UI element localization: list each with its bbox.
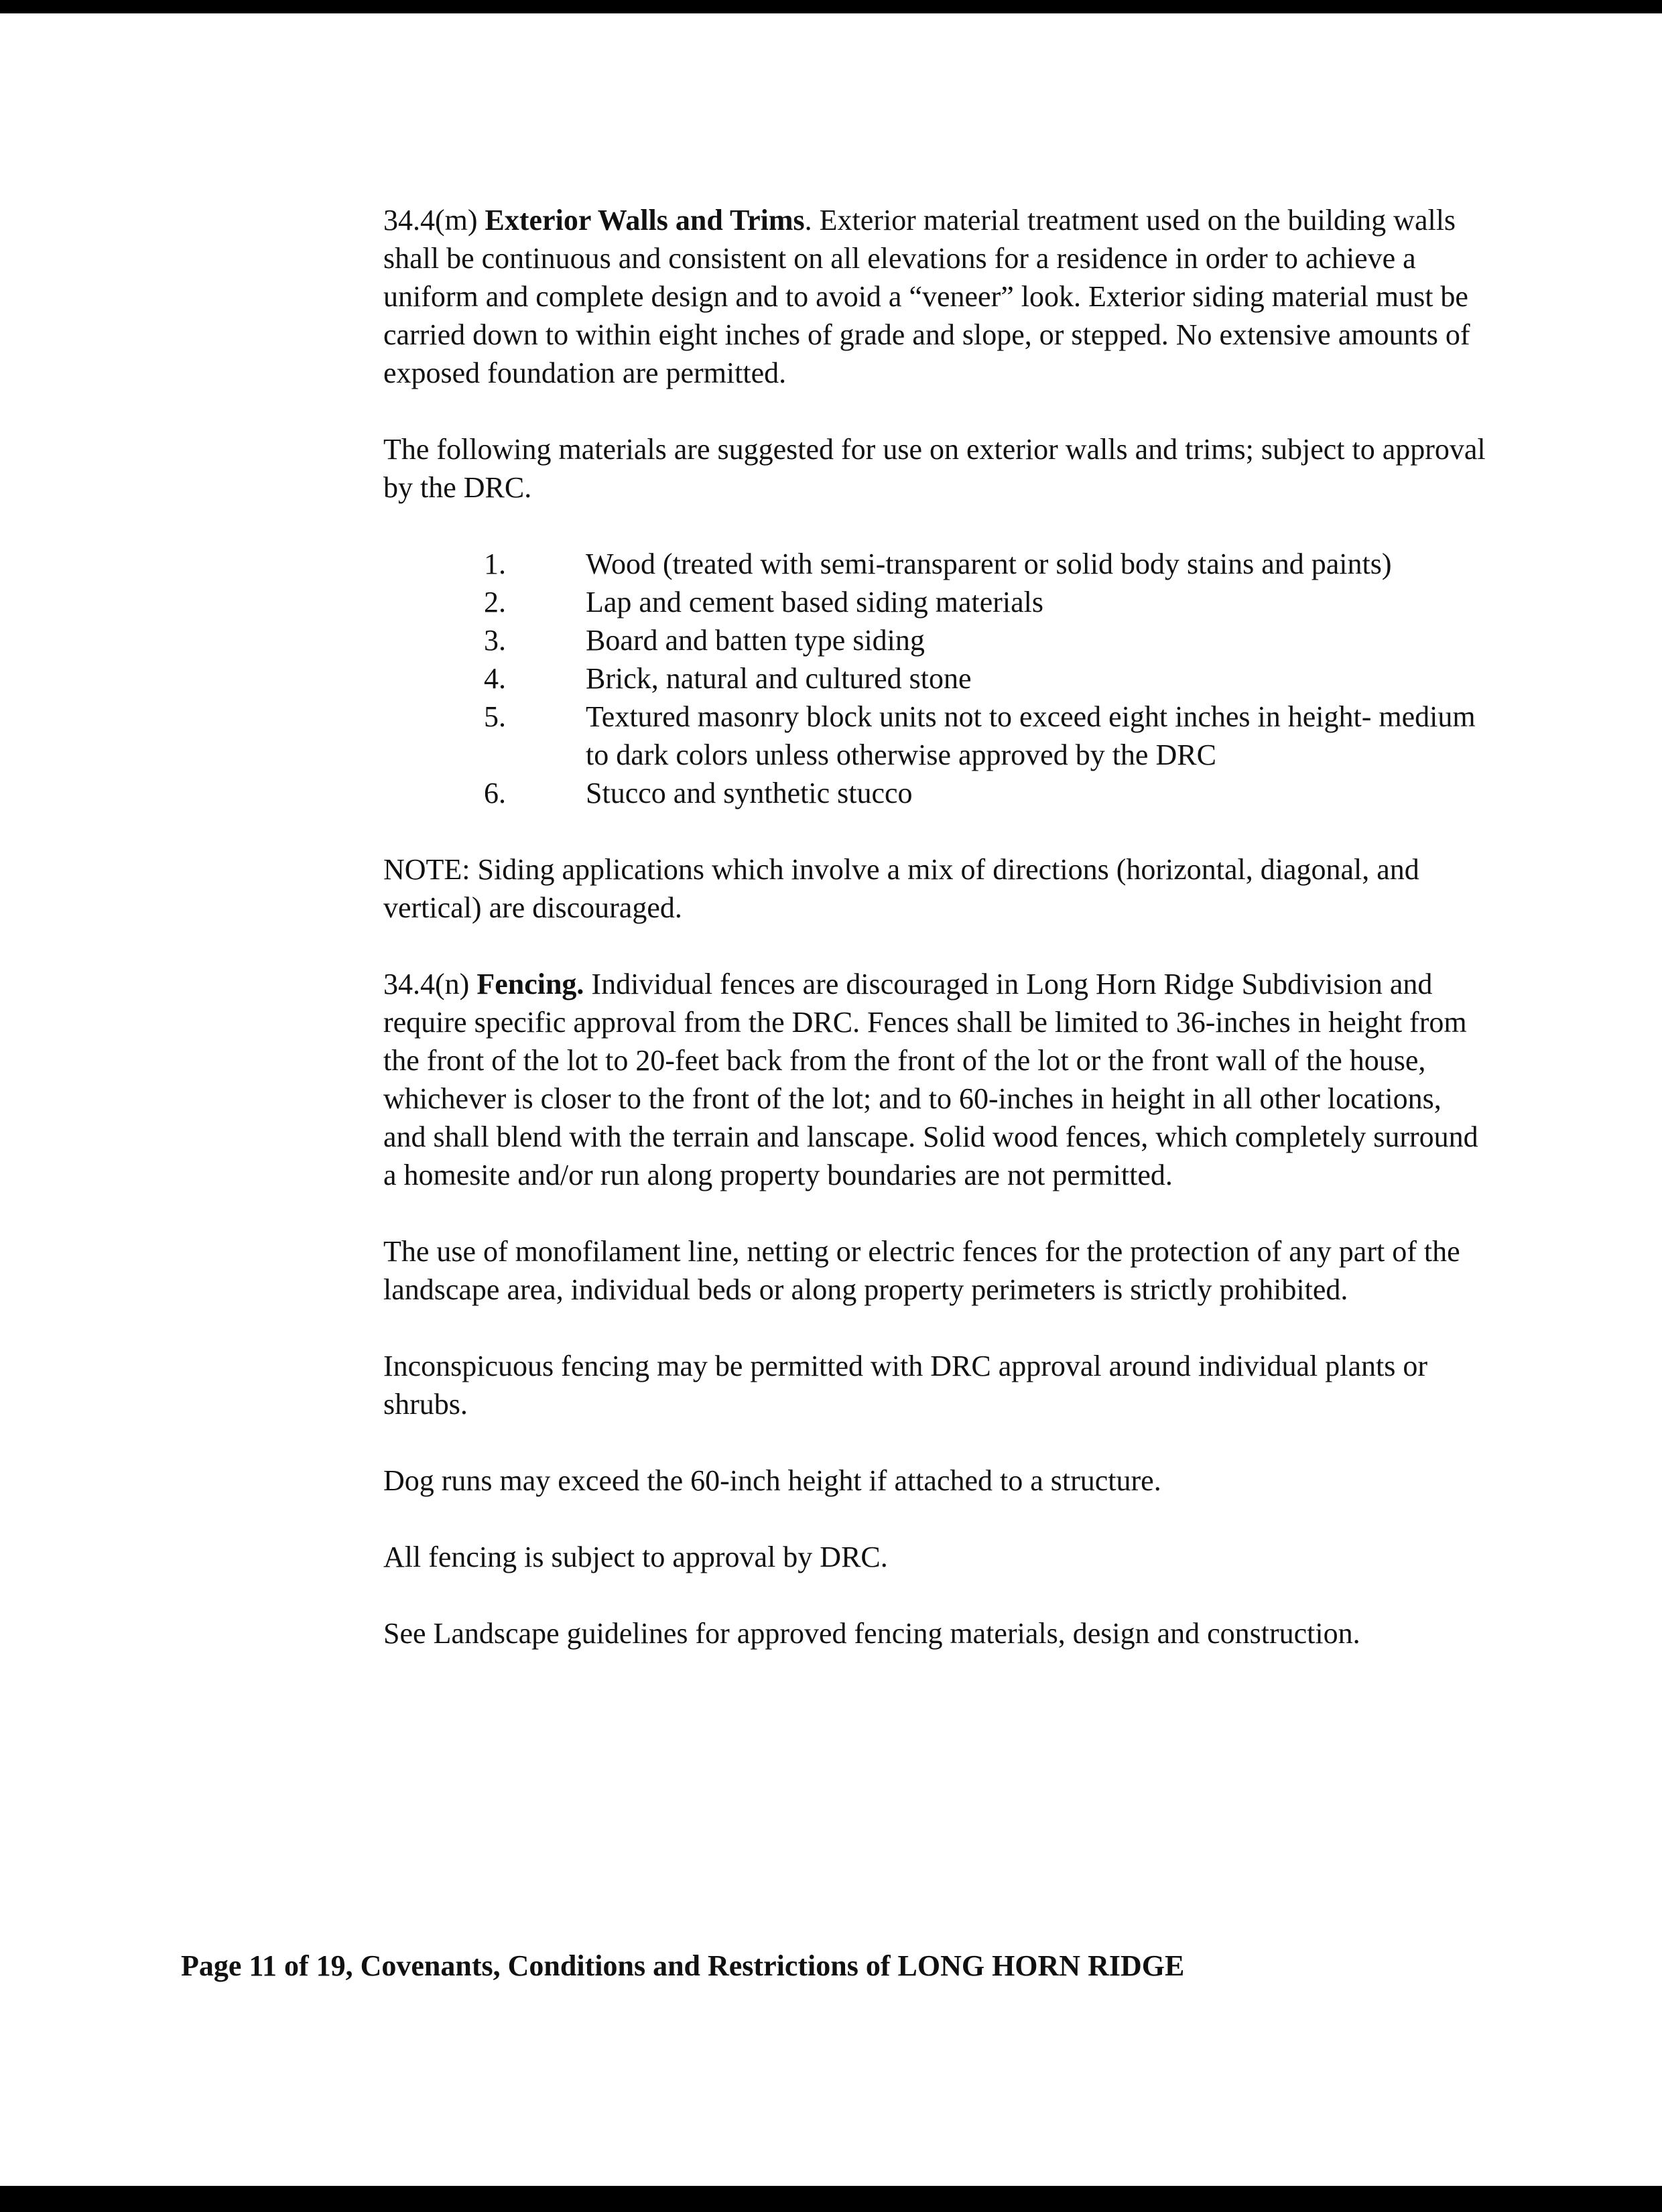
list-item — [383, 583, 1489, 621]
fencing-paragraph-approval: All fencing is subject to approval by DRC. — [383, 1541, 888, 1573]
section-exterior-walls — [383, 201, 1489, 392]
list-item-text: Board and batten type siding — [586, 624, 925, 657]
scan-border-top — [0, 0, 1662, 13]
fencing-paragraph-monofilament: The use of monofilament line, netting or electric fences for the protection of any part of the landscape area, individual beds or along property perimeters is strictly prohibited. — [383, 1235, 1460, 1306]
section-body: . Exterior material treatment used on the building walls shall be continuous and consistent on all elevations for a residence in order to achieve a uniform and complete design and to avoid a “veneer” look. Exterior siding material must be carried down to within eight inches of grade and slope, or stepped. No extensive amounts of exposed foundation are permitted. — [383, 204, 1470, 389]
list-item — [383, 698, 1489, 774]
section-body: Individual fences are discouraged in Long Horn Ridge Subdivision and require specific approval from the DRC. Fences shall be limited to 36-inches in height from the front of the lot to 20-feet back from the front of the lot or the front wall of the house, whichever is closer to the front of the lot; and to 60-inches in height in all other locations, and shall blend with the terrain and lanscape. Solid wood fences, which completely surround a homesite and/or run along property boundaries are not permitted. — [383, 968, 1478, 1191]
section-heading: Fencing. — [476, 968, 584, 1000]
list-item-text: Stucco and synthetic stucco — [586, 777, 913, 809]
scan-border-bottom — [0, 2186, 1662, 2212]
list-item — [383, 545, 1489, 583]
section-number: 34.4(m) — [383, 204, 478, 237]
document-body — [383, 201, 1489, 1691]
list-item-number: 5. — [484, 700, 506, 733]
list-item-text: Wood (treated with semi-transparent or solid body stains and paints) — [586, 547, 1392, 580]
section-heading: Exterior Walls and Trims — [485, 204, 805, 237]
section-number: 34.4(n) — [383, 968, 470, 1000]
fencing-paragraph-inconspicuous: Inconspicuous fencing may be permitted with DRC approval around individual plants or shrubs. — [383, 1350, 1428, 1421]
list-item-text: Brick, natural and cultured stone — [586, 662, 972, 695]
list-item-number: 1. — [484, 547, 506, 580]
materials-intro: The following materials are suggested for use on exterior walls and trims; subject to approval by the DRC. — [383, 433, 1486, 504]
list-item — [383, 774, 1489, 812]
fencing-paragraph-landscape: See Landscape guidelines for approved fencing materials, design and construction. — [383, 1617, 1360, 1650]
list-item-text: Textured masonry block units not to exceed eight inches in height- medium to dark colors unless otherwise approved by the DRC — [586, 700, 1476, 771]
list-item-text: Lap and cement based siding materials — [586, 586, 1043, 619]
page-footer: Page 11 of 19, Covenants, Conditions and Restrictions of LONG HORN RIDGE — [181, 1949, 1185, 1982]
list-item — [383, 659, 1489, 698]
list-item-number: 6. — [484, 777, 506, 809]
section-fencing — [383, 965, 1489, 1194]
list-item-number: 2. — [484, 586, 506, 619]
fencing-paragraph-dog-runs: Dog runs may exceed the 60-inch height if attached to a structure. — [383, 1464, 1161, 1497]
materials-list — [383, 545, 1489, 812]
list-item-number: 3. — [484, 624, 506, 657]
siding-note: NOTE: Siding applications which involve a mix of directions (horizontal, diagonal, and vertical) are discouraged. — [383, 853, 1419, 924]
list-item-number: 4. — [484, 662, 506, 695]
list-item — [383, 621, 1489, 659]
